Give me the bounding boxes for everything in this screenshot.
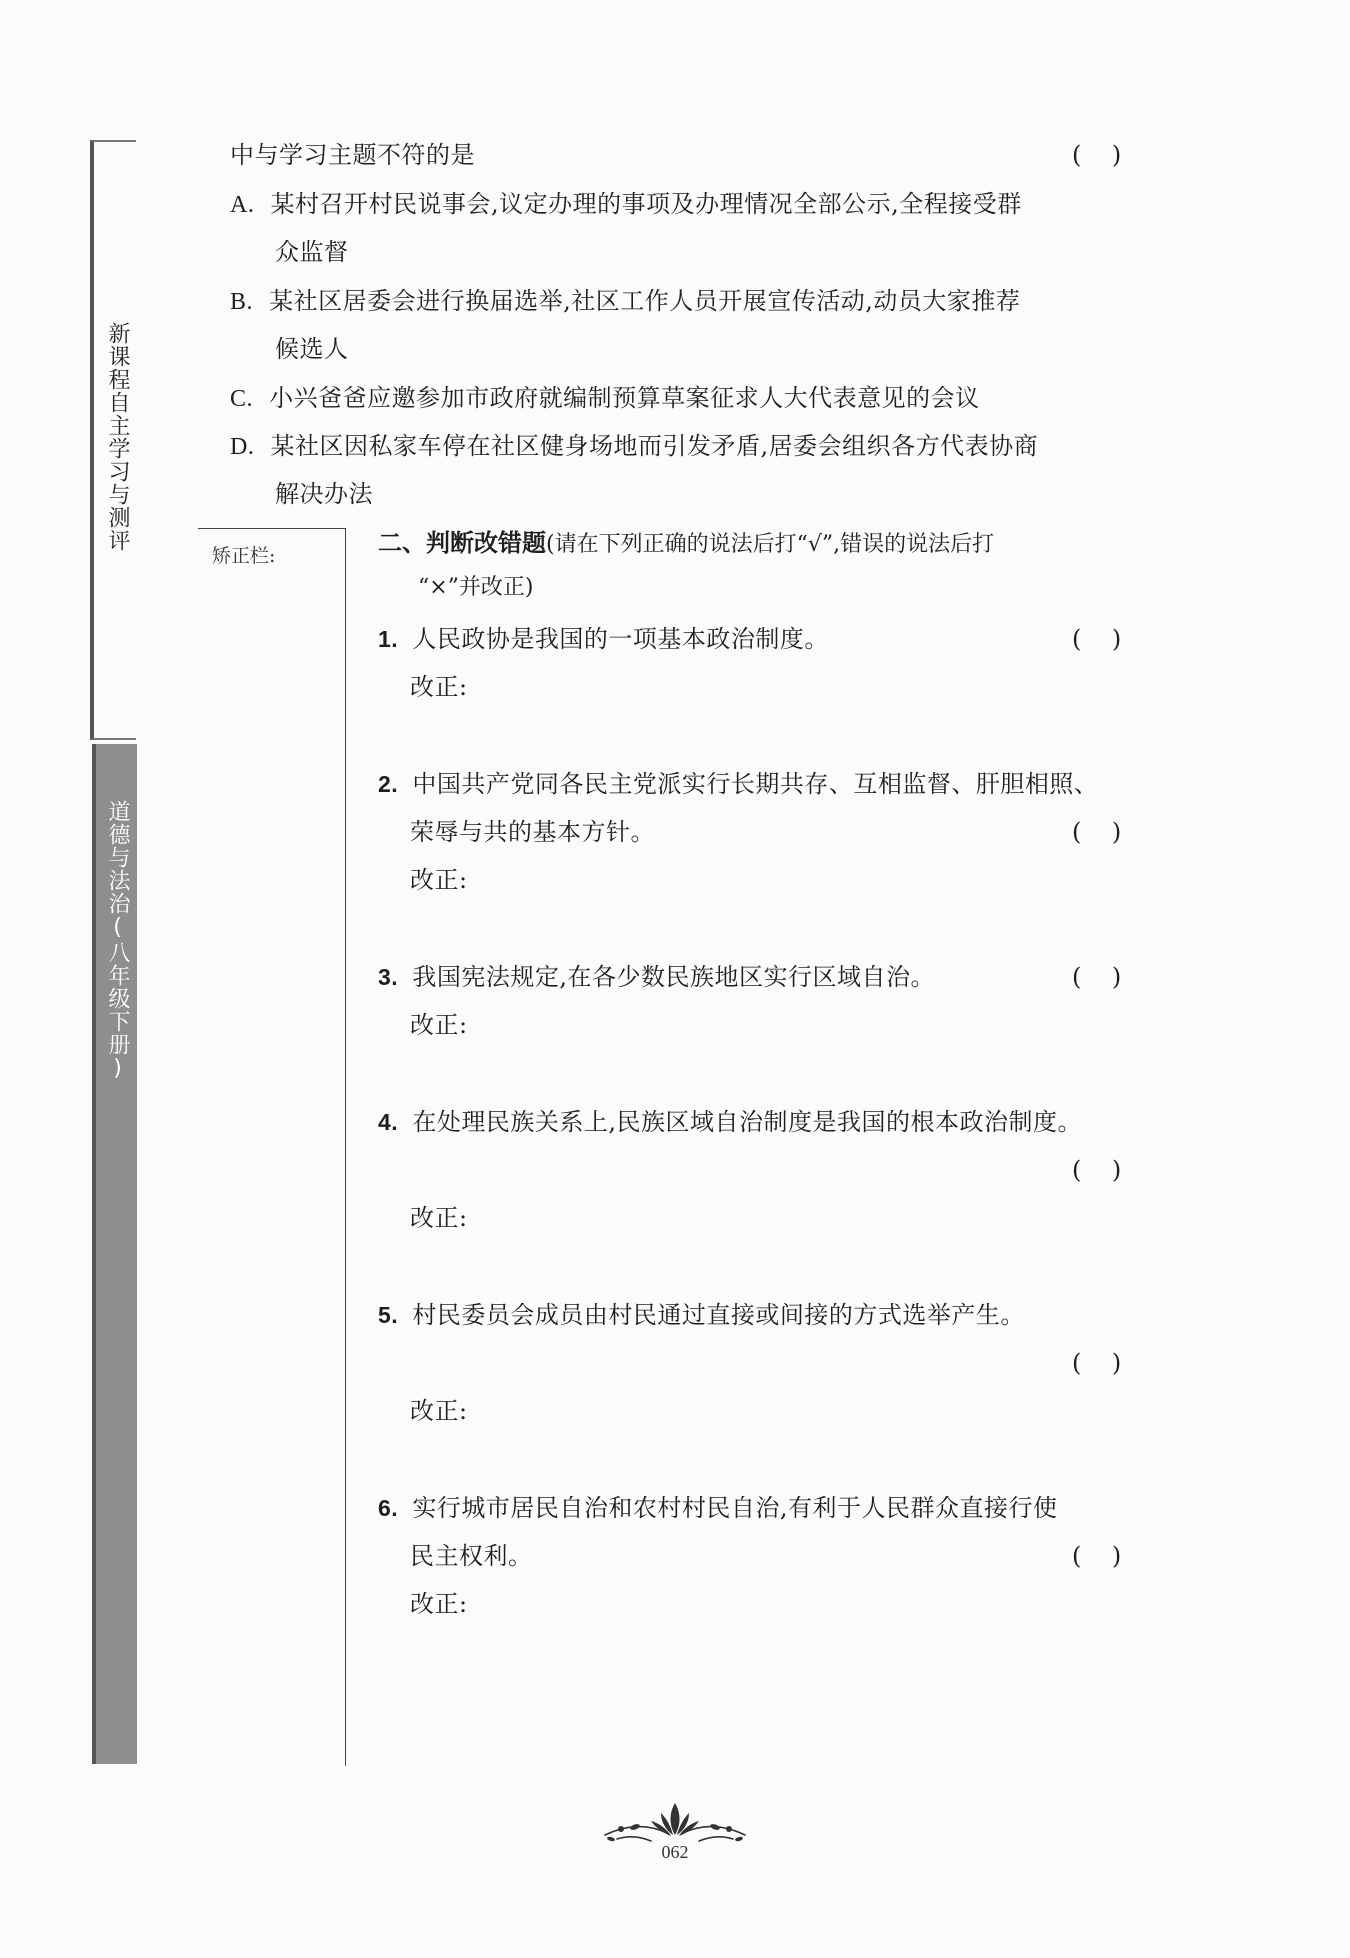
- correction-label: 矫正栏:: [212, 545, 276, 567]
- fix-label: 改正:: [410, 673, 468, 701]
- item-number: 5.: [378, 1302, 399, 1328]
- option-a-continued: 众监督: [275, 238, 349, 266]
- item-3: [378, 962, 935, 992]
- option-text: 某社区居委会进行换届选举,社区工作人员开展宣传活动,动员大家推荐: [269, 287, 1021, 315]
- option-text: 某村召开村民说事会,议定办理的事项及办理情况全部公示,全程接受群: [270, 190, 1022, 218]
- option-a: [230, 189, 1022, 220]
- item-number: 4.: [378, 1109, 399, 1135]
- item-statement: 实行城市居民自治和农村村民自治,有利于人民群众直接行使: [412, 1494, 1058, 1522]
- item-statement: 在处理民族关系上,民族区域自治制度是我国的根本政治制度。: [412, 1108, 1082, 1136]
- section-instructions-continued: “×”并改正): [418, 575, 534, 600]
- option-text: 某社区因私家车停在社区健身场地而引发矛盾,居委会组织各方代表协商: [270, 432, 1039, 460]
- fix-label: 改正:: [410, 1590, 468, 1618]
- item-1: [378, 624, 829, 654]
- item-number: 2.: [378, 771, 399, 797]
- item-number: 3.: [378, 964, 399, 990]
- page-number: 062: [661, 1842, 689, 1862]
- option-text: 小兴爸爸应邀参加市政府就编制预算草案征求人大代表意见的会议: [269, 384, 980, 412]
- item-statement: 村民委员会成员由村民通过直接或间接的方式选举产生。: [412, 1301, 1025, 1329]
- answer-bracket[interactable]: ( ): [1072, 625, 1122, 653]
- fix-label: 改正:: [410, 866, 468, 894]
- option-letter: B.: [230, 289, 254, 315]
- section-heading: [378, 528, 994, 560]
- section-instructions: (请在下列正确的说法后打“√”,错误的说法后打: [546, 532, 995, 557]
- option-d-continued: 解决办法: [275, 480, 373, 508]
- item-statement: 人民政协是我国的一项基本政治制度。: [412, 625, 829, 653]
- fix-label: 改正:: [410, 1397, 468, 1425]
- item-2-continued: 荣辱与共的基本方针。: [410, 818, 655, 846]
- item-2: [378, 769, 1098, 799]
- option-letter: C.: [230, 386, 254, 412]
- item-6-continued: 民主权利。: [410, 1542, 533, 1570]
- answer-bracket[interactable]: ( ): [1072, 1349, 1122, 1377]
- option-b: [230, 286, 1020, 317]
- series-title: 新课程自主学习与测评: [105, 322, 130, 552]
- item-number: 1.: [378, 626, 399, 652]
- item-statement: 我国宪法规定,在各少数民族地区实行区域自治。: [412, 963, 935, 991]
- option-d: [230, 431, 1038, 462]
- fix-label: 改正:: [410, 1204, 468, 1232]
- section-title: 二、判断改错题: [378, 529, 546, 557]
- item-5: [378, 1300, 1025, 1330]
- item-6: [378, 1493, 1057, 1523]
- item-statement: 中国共产党同各民主党派实行长期共存、互相监督、肝胆相照、: [412, 770, 1099, 798]
- answer-bracket[interactable]: ( ): [1072, 1156, 1122, 1184]
- option-letter: D.: [230, 434, 255, 460]
- fix-label: 改正:: [410, 1011, 468, 1039]
- sidebar-series-tab: [90, 140, 136, 740]
- option-letter: A.: [230, 192, 255, 218]
- answer-bracket[interactable]: ( ): [1072, 141, 1122, 169]
- item-4: [378, 1107, 1082, 1137]
- answer-bracket[interactable]: ( ): [1072, 963, 1122, 991]
- option-c: [230, 383, 980, 414]
- subject-title: 道德与法治(八年级下册): [105, 800, 130, 1082]
- question-stem-end: 中与学习主题不符的是: [230, 141, 475, 169]
- answer-bracket[interactable]: ( ): [1072, 1542, 1122, 1570]
- sidebar-subject-tab: [92, 744, 137, 1764]
- option-b-continued: 候选人: [275, 335, 349, 363]
- answer-bracket[interactable]: ( ): [1072, 818, 1122, 846]
- correction-column: [198, 528, 346, 1766]
- item-number: 6.: [378, 1495, 399, 1521]
